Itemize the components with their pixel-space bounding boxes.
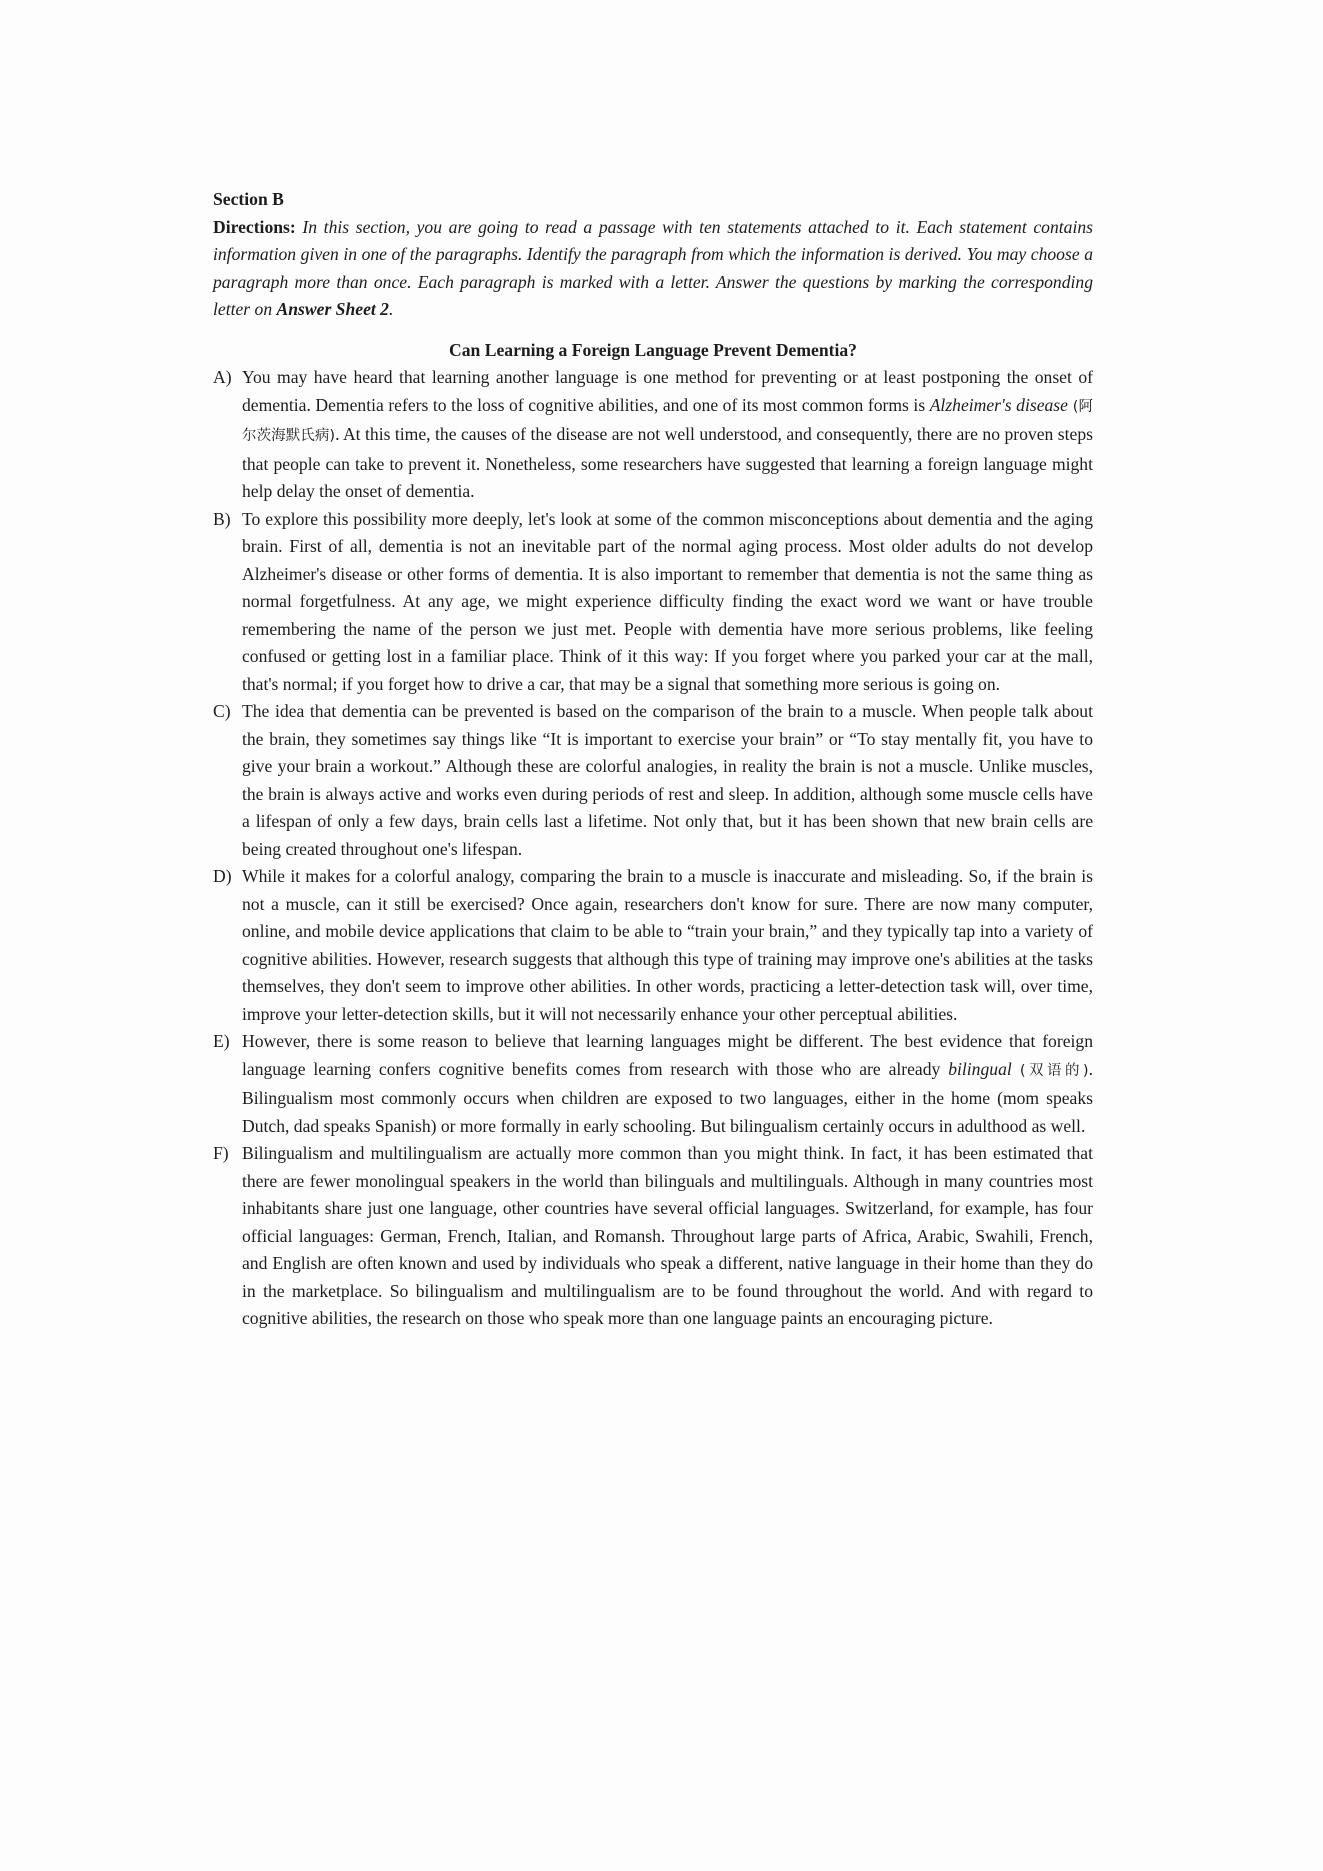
paragraph-text: Bilingualism and multilingualism are actually more common than you might think. In fact, it has been estimated that there are fewer monolingual speakers in the world than bilinguals and multilinguals. Although in many countries most inhabitants share just one language, other countries have several official languages. Switzerland, for example, has four official languages: German, French, Italian, and Romansh. Throughout large parts of Africa, Arabic, Swahili, French, and English are often known and used by individuals who speak a different, native language in their home than they do in the marketplace. So bilingualism and multilingualism are to be found throughout the world. And with regard to cognitive abilities, the research on those who speak more than one language paints an encouraging picture.	[242, 1143, 1093, 1328]
paragraph-letter: E)	[213, 1031, 230, 1051]
directions-end: .	[388, 299, 394, 319]
paragraph-text: The idea that dementia can be prevented is based on the comparison of the brain to a muscle. When people talk about the brain, they sometimes say things like “It is important to exercise your brain” or “To stay mentally fit, you have to give your brain a workout.” Although these are colorful analogies, in reality the brain is not a muscle. Unlike muscles, the brain is always active and works even during periods of rest and sleep. In addition, although some muscle cells have a lifespan of only a few days, brain cells last a lifetime. Not only that, but it has been shown that new brain cells are being created throughout one's lifespan.	[242, 701, 1093, 859]
paragraph-text: . Bilingualism most commonly occurs when children are exposed to two languages, either in the home (mom speaks Dutch, dad speaks Spanish) or more formally in early schooling. But bilingualism certainly occurs in adulthood as well.	[242, 1058, 1093, 1136]
answer-sheet-reference: Answer Sheet 2	[276, 299, 389, 319]
paragraph-text: You may have heard that learning another language is one method for preventing or at least postponing the onset of dementia. Dementia refers to the loss of cognitive abilities, and one of its most common forms is	[242, 367, 1093, 415]
paragraph-letter: C)	[213, 701, 231, 721]
paragraph-text: . At this time, the causes of the disease are not well understood, and consequently, there are no proven steps that people can take to prevent it. Nonetheless, some researchers have suggested that learning a foreign language might help delay the onset of dementia.	[242, 424, 1093, 501]
paragraph-d	[213, 863, 1093, 1028]
paragraph-letter: B)	[213, 508, 231, 529]
paragraph-term: Alzheimer's disease	[929, 394, 1068, 415]
paragraph-letter: A)	[213, 367, 232, 387]
directions	[213, 214, 1093, 324]
paragraph-text: To explore this possibility more deeply, let's look at some of the common misconceptions about dementia and the aging brain. First of all, dementia is not an inevitable part of the normal aging process. Most older adults do not develop Alzheimer's disease or other forms of dementia. It is also important to remember that dementia is not the same thing as normal forgetfulness. At any age, we might experience difficulty finding the exact word we want or have trouble remembering the name of the person we just met. People with dementia have more serious problems, like feeling confused or getting lost in a familiar place. Think of it this way: If you forget where you parked your car at the mall, that's normal; if you forget how to drive a car, that may be a signal that something more serious is going on.	[242, 508, 1093, 694]
paragraph-letter: F)	[213, 1143, 229, 1163]
paragraph-text: However, there is some reason to believe that learning languages might be different. The best evidence that foreign language learning confers cognitive benefits comes from research with those who are already	[242, 1031, 1093, 1079]
document-content	[213, 186, 1093, 1333]
paragraph-gloss: (双语的)	[1011, 1062, 1089, 1079]
paragraph-text: While it makes for a colorful analogy, comparing the brain to a muscle is inaccurate and misleading. So, if the brain is not a muscle, can it still be exercised? Once again, researchers don't know for sure. There are now many computer, online, and mobile device applications that claim to be able to “train your brain,” and they typically tap into a variety of cognitive abilities. However, research suggests that although this type of training may improve one's abilities at the tasks themselves, they don't seem to improve other abilities. In other words, practicing a letter-detection task will, over time, improve your letter-detection skills, but it will not necessarily enhance your other perceptual abilities.	[242, 866, 1093, 1024]
paragraph-term: bilingual	[948, 1058, 1012, 1079]
paragraph-f	[213, 1140, 1093, 1333]
paragraph-e	[213, 1028, 1093, 1140]
paragraph-gloss: (阿尔茨海默氏病)	[242, 398, 1093, 444]
paragraph-b	[213, 506, 1093, 699]
paragraph-letter: D)	[213, 866, 232, 886]
passage-title: Can Learning a Foreign Language Prevent Dementia?	[449, 339, 857, 360]
paragraph-c	[213, 698, 1093, 863]
paragraph-a	[213, 364, 1093, 506]
section-title: Section B	[213, 189, 284, 209]
directions-label: Directions:	[213, 216, 296, 237]
directions-text: In this section, you are going to read a passage with ten statements attached to it. Each statement contains information given in one of the paragraphs. Identify the paragraph from which the information is derived. You may choose a paragraph more than once. Each paragraph is marked with a letter. Answer the questions by marking the corresponding letter on	[213, 216, 1093, 319]
